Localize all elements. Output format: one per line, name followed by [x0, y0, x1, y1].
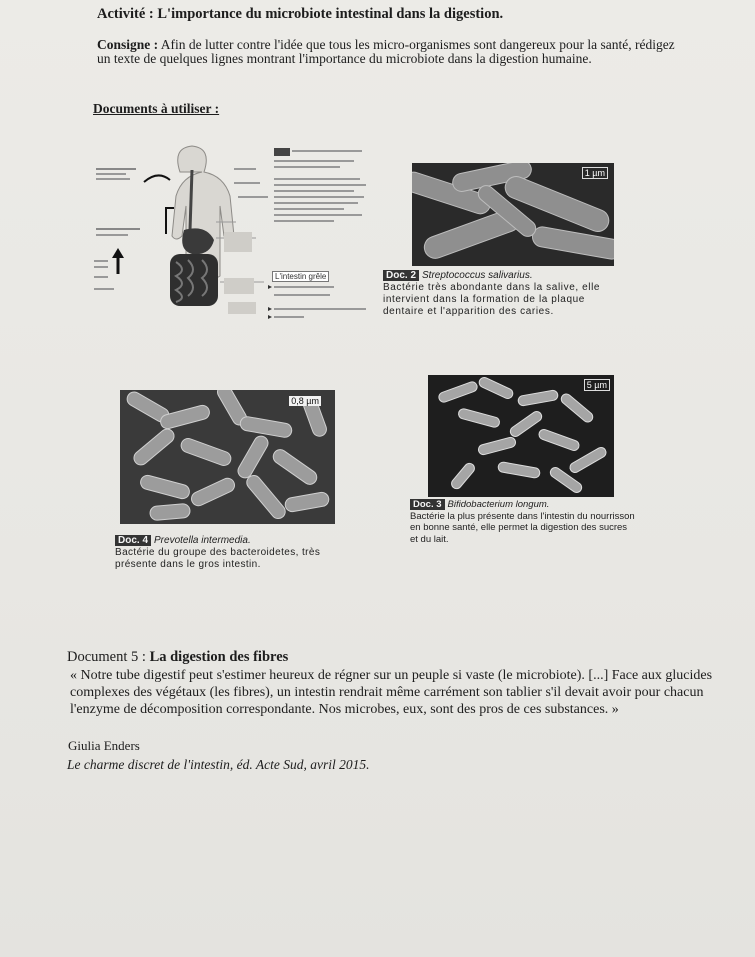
- doc2-microscope-photo: [412, 163, 614, 266]
- consigne: [97, 38, 687, 66]
- doc4-microscope-photo: [120, 390, 335, 524]
- doc3-caption: [410, 499, 635, 545]
- doc2-caption: [383, 270, 623, 318]
- intestin-grele-label: L'intestin grêle: [272, 271, 329, 282]
- doc2-scale-bar: 1 µm: [582, 167, 608, 179]
- doc3-tag: Doc. 3: [410, 499, 445, 510]
- consigne-text: Afin de lutter contre l'idée que tous les micro-organismes sont dangereux pour la santé, rédigez un texte de quelques lignes montrant l'importance du microbiote dans la digestion humaine.: [97, 37, 675, 66]
- doc4-caption: [115, 535, 335, 571]
- doc5-quote: « Notre tube digestif peut s'estimer heureux de régner sur un peuple si vaste (le microbiote). [...] Face aux glucides complexes des végétaux (les fibres), un intestin rendrait même carrément son tablier s'il devait avoir pour chacun l'enzyme de décomposition correspondante. Nos microbes, eux, sont des pros de ces substances. »: [70, 668, 713, 717]
- doc5-label: Document 5 :: [67, 649, 146, 665]
- doc2-text: Bactérie très abondante dans la salive, elle intervient dans la formation de la plaque dentaire et l'apparition des caries.: [383, 282, 601, 317]
- documents-label: Documents à utiliser :: [93, 101, 220, 116]
- doc5-title: La digestion des fibres: [149, 649, 289, 665]
- doc3-microscope-photo: [428, 375, 614, 497]
- digestive-system-illustration: [88, 142, 388, 332]
- consigne-label: Consigne :: [97, 37, 159, 52]
- doc3-text: Bactérie la plus présente dans l'intestin du nourrisson en bonne santé, elle permet la digestion des sucres et du lait.: [410, 510, 635, 545]
- doc3-scale-bar: 5 µm: [584, 379, 610, 391]
- doc4-tag: Doc. 4: [115, 535, 151, 546]
- doc3-species: Bifidobacterium longum.: [447, 499, 550, 510]
- activity-title: Activité : L'importance du microbiote intestinal dans la digestion.: [97, 6, 504, 22]
- doc2-tag: Doc. 2: [383, 270, 419, 281]
- doc4-species: Prevotella intermedia.: [154, 535, 251, 546]
- doc4-text: Bactérie du groupe des bacteroidetes, très présente dans le gros intestin.: [115, 547, 321, 570]
- doc2-species: Streptococcus salivarius.: [422, 270, 533, 281]
- doc4-scale-bar: 0,8 µm: [291, 396, 319, 406]
- doc5-source: Le charme discret de l'intestin, éd. Acte Sud, avril 2015.: [67, 757, 370, 772]
- doc5-heading: [67, 649, 288, 666]
- digestive-system-diagram: [88, 142, 388, 332]
- doc5-author: Giulia Enders: [68, 738, 140, 753]
